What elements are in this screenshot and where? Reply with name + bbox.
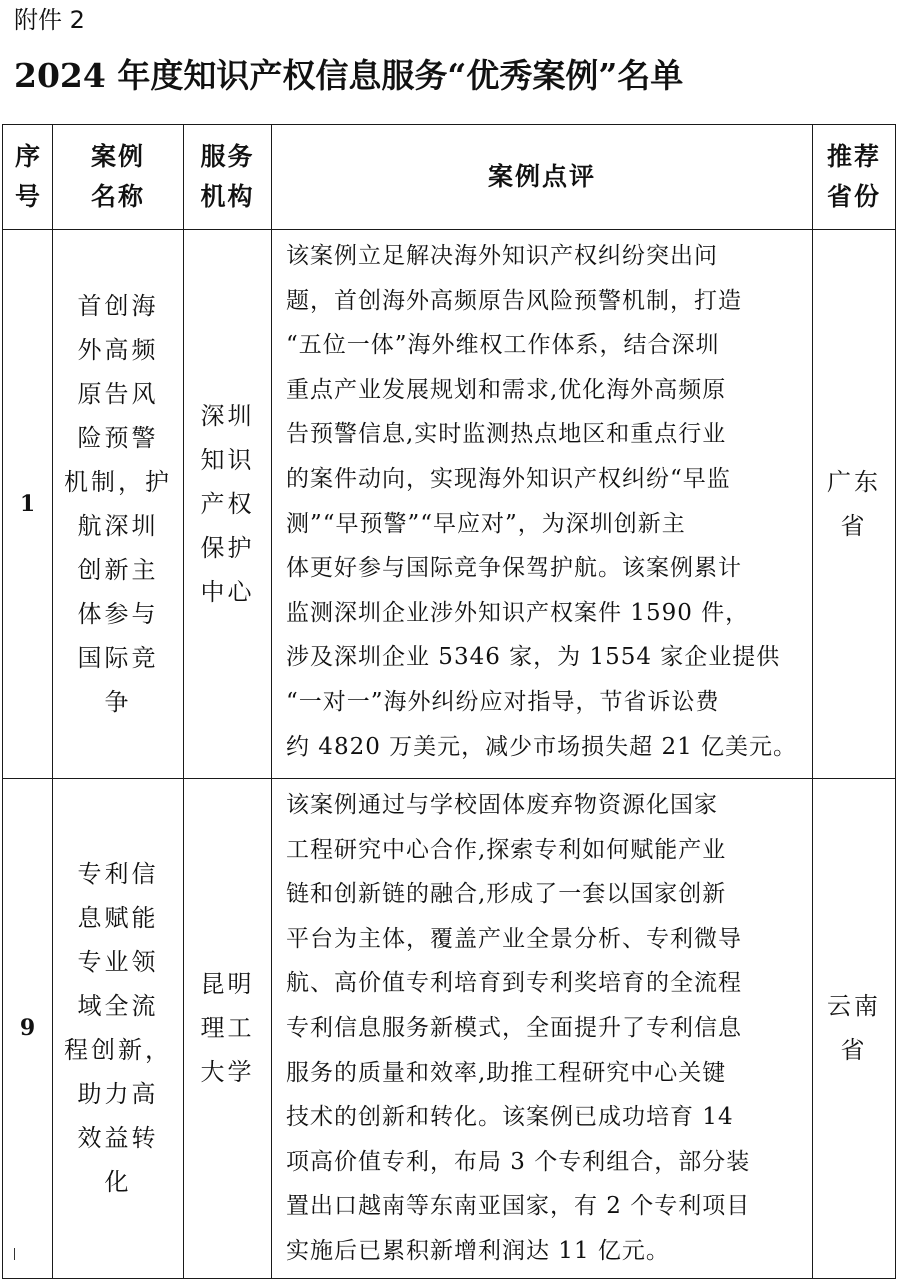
- header-no-line: 号: [14, 182, 40, 211]
- service-org-line: 中心: [200, 578, 255, 606]
- header-case-comment-text: 案例点评: [487, 162, 596, 191]
- case-comment: [272, 230, 813, 779]
- header-province: [813, 125, 896, 230]
- comment-line: “五位一体”海外维权工作体系，结合深圳: [286, 332, 720, 359]
- service-org-line: 深圳: [200, 402, 255, 430]
- page-edge-mark: [14, 1248, 15, 1260]
- header-service-org-line: 服务: [200, 142, 255, 171]
- table-row: [3, 779, 896, 1279]
- comment-line: 专利信息服务新模式，全面提升了专利信息: [286, 1014, 742, 1041]
- comment-line: 置出口越南等东南亚国家，有 2 个专利项目: [286, 1193, 751, 1220]
- comment-line: 重点产业发展规划和需求,优化海外高频原: [286, 376, 727, 403]
- comment-line: 监测深圳企业涉外知识产权案件 1590 件，: [286, 599, 750, 626]
- comment-line: 平台为主体，覆盖产业全景分析、专利微导: [286, 925, 742, 952]
- case-name-line: 原告风: [77, 380, 159, 408]
- case-name-line: 助力高: [77, 1080, 159, 1109]
- comment-line: 项高价值专利，布局 3 个专利组合，部分装: [286, 1148, 751, 1175]
- comment-line: 航、高价值专利培育到专利奖培育的全流程: [286, 970, 742, 997]
- comment-line: 实施后已累积新增利润达 11 亿元。: [286, 1237, 670, 1264]
- row-number: 1: [3, 230, 53, 779]
- header-no-line: 序: [14, 142, 40, 171]
- province-line: 省: [840, 1036, 868, 1065]
- case-comment: [272, 779, 813, 1279]
- comment-line: 体更好参与国际竞争保驾护航。该案例累计: [286, 555, 742, 582]
- case-name-line: 外高频: [77, 336, 159, 364]
- header-province-line: 推荐: [826, 142, 881, 171]
- comment-line: 涉及深圳企业 5346 家，为 1554 家企业提供: [286, 644, 781, 671]
- recommending-province: [813, 779, 896, 1279]
- header-province-line: 省份: [826, 182, 881, 211]
- recommending-province: [813, 230, 896, 779]
- table-header-row: [3, 125, 896, 230]
- case-name-line: 域全流: [77, 992, 159, 1021]
- comment-line: 链和创新链的融合,形成了一套以国家创新: [286, 881, 727, 908]
- service-org-line: 大学: [200, 1058, 255, 1087]
- comment-line: 的案件动向，实现海外知识产权纠纷“早监: [286, 465, 731, 492]
- service-org-line: 保护: [200, 534, 255, 562]
- province-line: 云南: [827, 992, 881, 1021]
- comment-line: 技术的创新和转化。该案例已成功培育 14: [286, 1104, 734, 1131]
- header-case-name-line: 名称: [90, 182, 145, 211]
- service-org-line: 理工: [200, 1014, 255, 1043]
- header-service-org-line: 机构: [200, 182, 255, 211]
- case-name-line: 创新主: [77, 556, 159, 584]
- case-name-line: 航深圳: [77, 512, 159, 540]
- comment-line: 约 4820 万美元，减少市场损失超 21 亿美元。: [286, 733, 798, 760]
- case-name-line: 化: [104, 1168, 132, 1197]
- case-name-line: 程创新，: [64, 1036, 172, 1065]
- case-name-line: 争: [104, 688, 132, 716]
- case-name-line: 息赋能: [77, 904, 159, 933]
- case-name-line: 机制，护: [64, 468, 172, 496]
- service-org-line: 产权: [200, 490, 255, 518]
- header-service-org: [184, 125, 272, 230]
- case-name-line: 专利信: [77, 860, 159, 889]
- comment-line: 工程研究中心合作,探索专利如何赋能产业: [286, 836, 727, 863]
- case-name-line: 国际竞: [77, 644, 159, 672]
- row-number: 9: [3, 779, 53, 1279]
- header-case-name-line: 案例: [90, 142, 145, 171]
- case-name-line: 效益转: [77, 1124, 159, 1153]
- service-org-line: 知识: [200, 446, 255, 474]
- comment-line: 该案例通过与学校固体废弃物资源化国家: [286, 792, 718, 818]
- comment-line: 服务的质量和效率,助推工程研究中心关键: [286, 1059, 727, 1086]
- case-name-line: 首创海: [77, 292, 159, 320]
- attachment-label: 附件 2: [14, 6, 85, 34]
- header-case-name: [53, 125, 184, 230]
- cases-table: [2, 124, 896, 1279]
- comment-line: 告预警信息,实时监测热点地区和重点行业: [286, 421, 727, 448]
- case-name-line: 体参与: [77, 600, 159, 628]
- header-case-comment: [272, 125, 813, 230]
- comment-line: 测”“早预警”“早应对”，为深圳创新主: [286, 510, 686, 537]
- document-title: 2024 年度知识产权信息服务“优秀案例”名单: [14, 56, 684, 95]
- comment-line: 题，首创海外高频原告风险预警机制，打造: [286, 287, 742, 314]
- province-line: 省: [840, 512, 868, 540]
- comment-line: 该案例立足解决海外知识产权纠纷突出问: [286, 243, 718, 269]
- case-name: [53, 779, 184, 1279]
- comment-line: “一对一”海外纠纷应对指导，节省诉讼费: [286, 688, 720, 715]
- service-org: [184, 230, 272, 779]
- service-org: [184, 779, 272, 1279]
- header-no: [3, 125, 53, 230]
- service-org-line: 昆明: [200, 970, 255, 999]
- case-name: [53, 230, 184, 779]
- case-name-line: 险预警: [77, 424, 159, 452]
- table-row: [3, 230, 896, 779]
- province-line: 广东: [827, 468, 881, 496]
- case-name-line: 专业领: [77, 948, 159, 977]
